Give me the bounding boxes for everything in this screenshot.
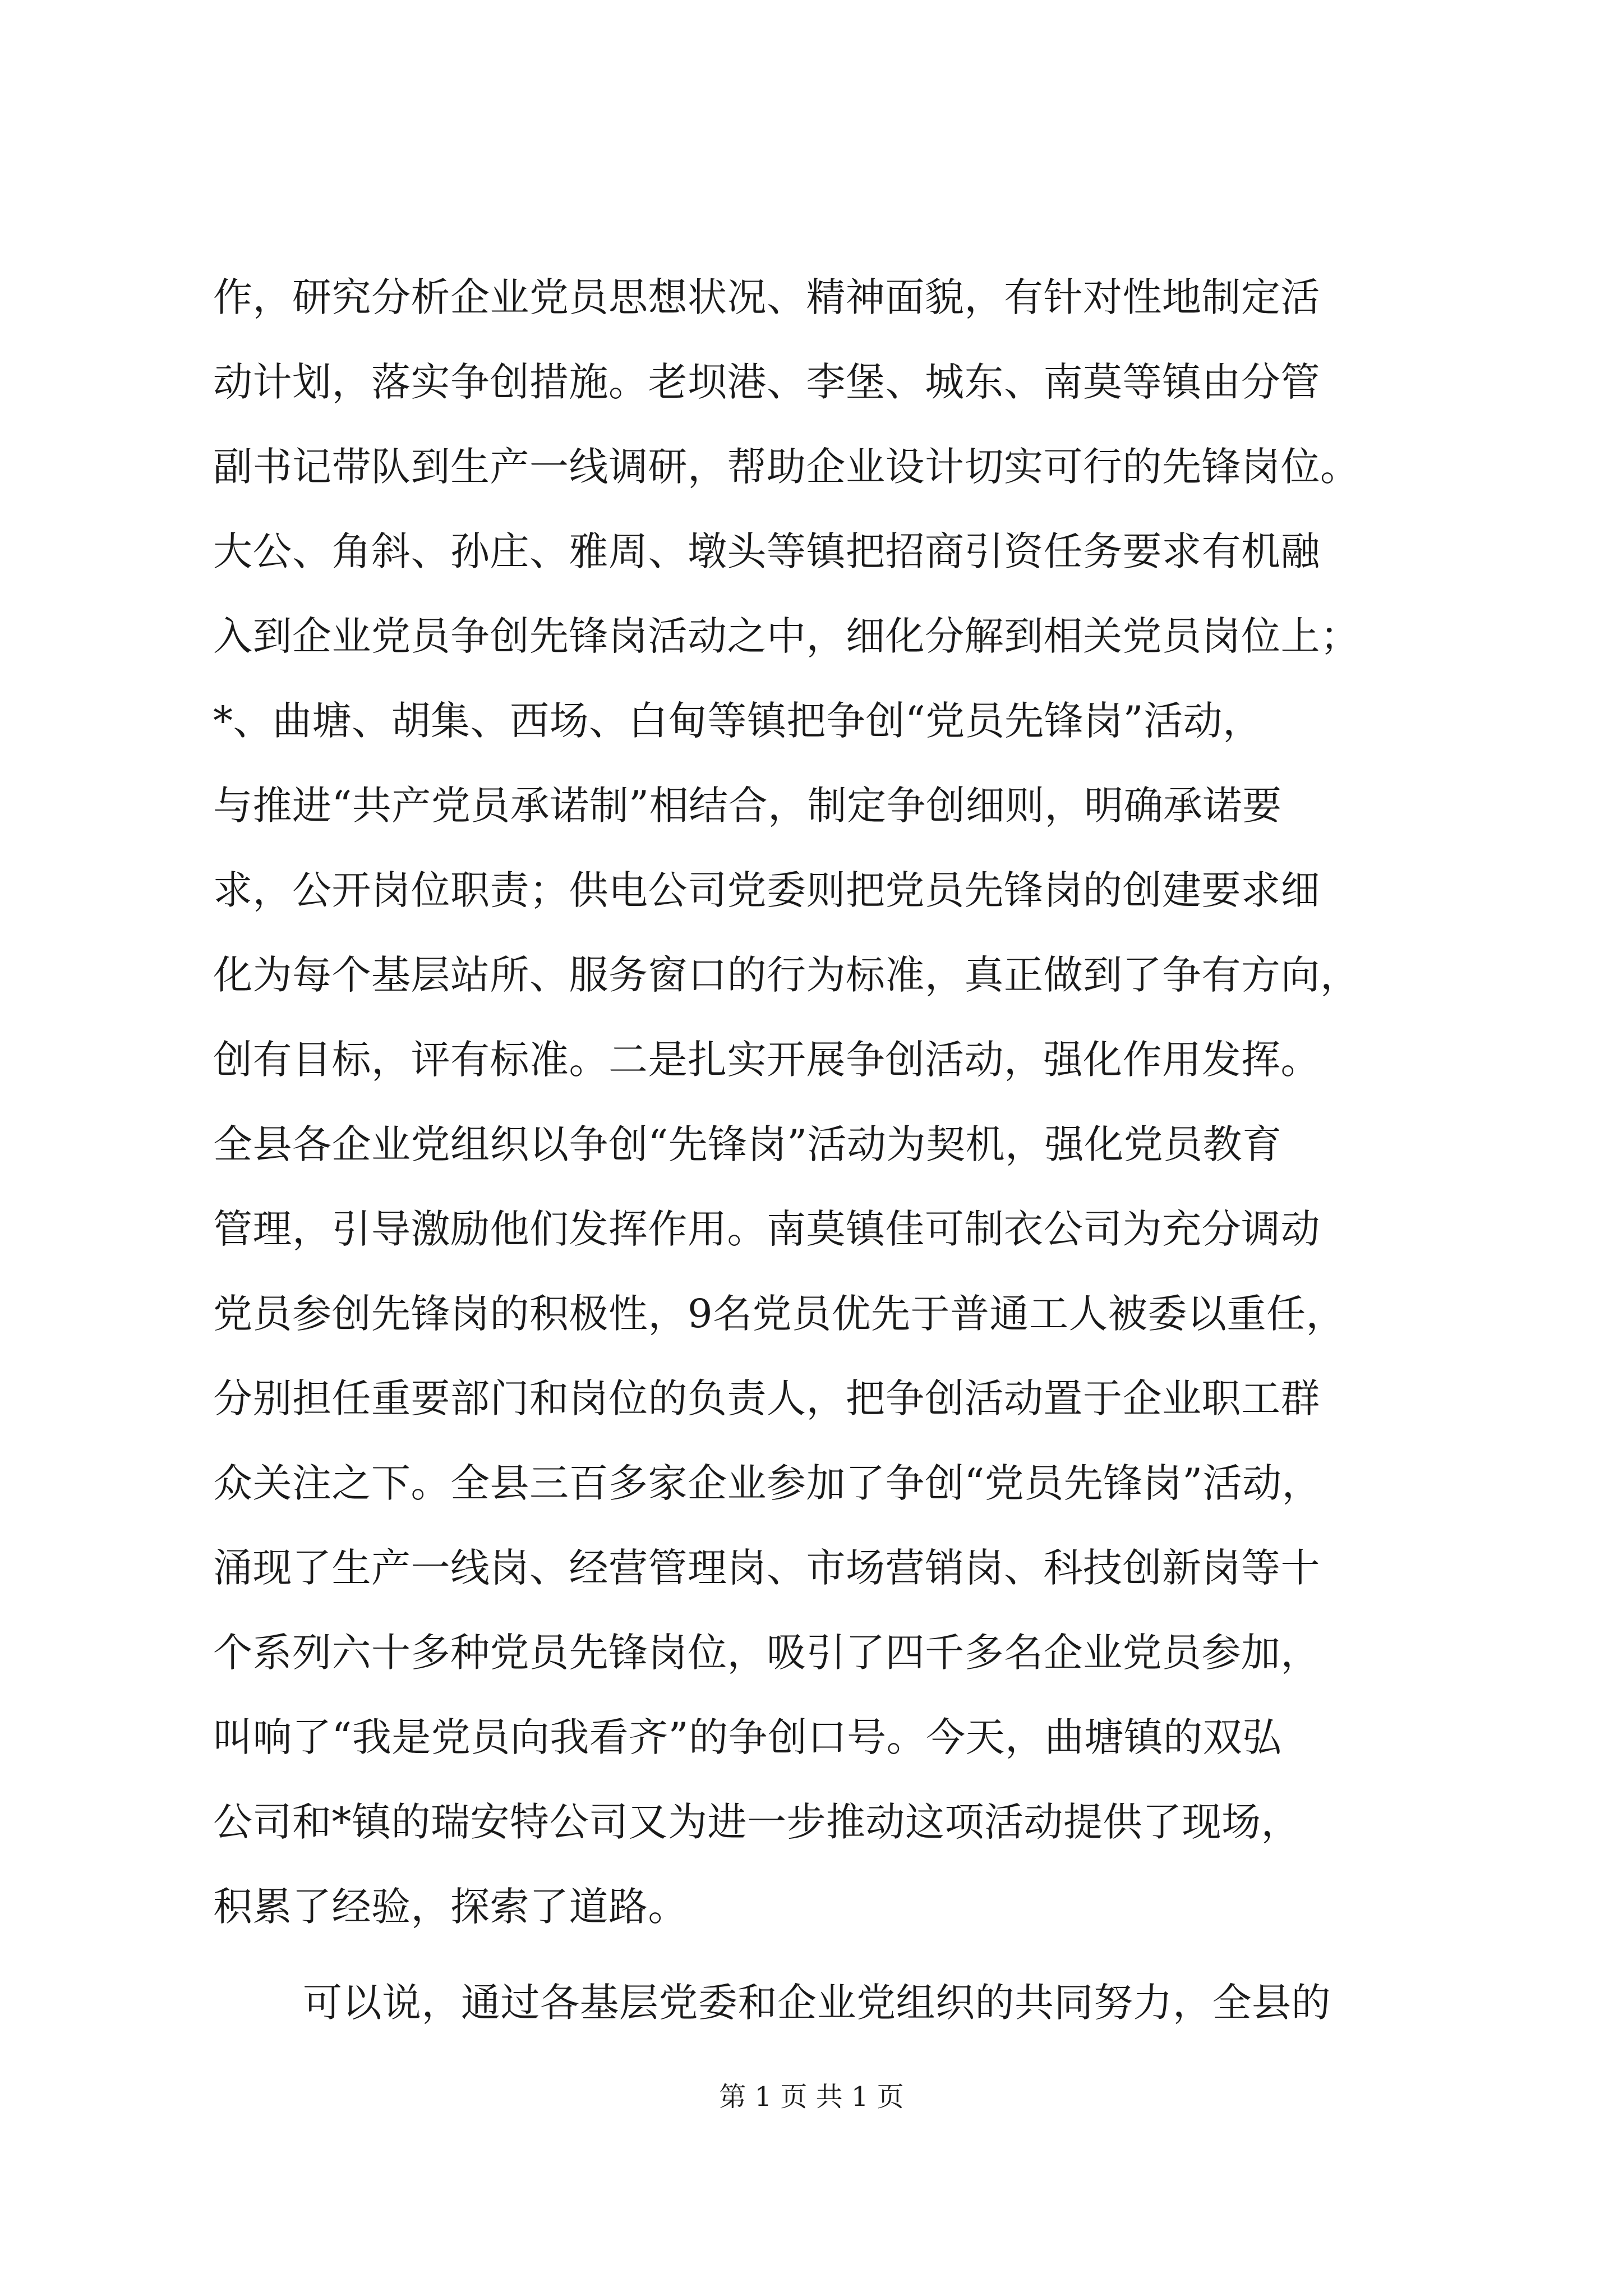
body-text bbox=[213, 255, 1424, 2045]
text-line: 创有目标，评有标准。二是扎实开展争创活动，强化作用发挥。 bbox=[213, 1037, 1320, 1083]
text-line: 作，研究分析企业党员思想状况、精神面貌，有针对性地制定活 bbox=[213, 274, 1320, 320]
text-line: 叫响了“我是党员向我看齐”的争创口号。今天，曲塘镇的双弘 bbox=[213, 1714, 1282, 1760]
page-footer: 第 1 页 共 1 页 bbox=[719, 2081, 904, 2113]
text-line: 个系列六十多种党员先锋岗位，吸引了四千多名企业党员参加， bbox=[213, 1630, 1320, 1676]
paragraph-first-line: 可以说，通过各基层党委和企业党组织的共同努力，全县的 bbox=[303, 1980, 1331, 2026]
text-line: 副书记带队到生产一线调研，帮助企业设计切实可行的先锋岗位。 bbox=[213, 444, 1360, 490]
text-line: 化为每个基层站所、服务窗口的行为标准，真正做到了争有方向， bbox=[213, 952, 1360, 998]
text-line: 动计划，落实争创措施。老坝港、李堡、城东、南莫等镇由分管 bbox=[213, 359, 1320, 405]
text-line: *、曲塘、胡集、西场、白甸等镇把争创“党员先锋岗”活动， bbox=[213, 698, 1262, 744]
text-line: 大公、角斜、孙庄、雅周、墩头等镇把招商引资任务要求有机融 bbox=[213, 528, 1320, 574]
text-line: 众关注之下。全县三百多家企业参加了争创“党员先锋岗”活动， bbox=[213, 1460, 1322, 1506]
text-line: 积累了经验，探索了道路。 bbox=[213, 1884, 688, 1930]
text-line: 涌现了生产一线岗、经营管理岗、市场营销岗、科技创新岗等十 bbox=[213, 1545, 1320, 1591]
text-line: 求，公开岗位职责；供电公司党委则把党员先锋岗的创建要求细 bbox=[213, 867, 1320, 913]
text-line: 分别担任重要部门和岗位的负责人，把争创活动置于企业职工群 bbox=[213, 1375, 1320, 1421]
text-line: 党员参创先锋岗的积极性，9名党员优先于普通工人被委以重任， bbox=[213, 1291, 1346, 1337]
text-line: 入到企业党员争创先锋岗活动之中，细化分解到相关党员岗位上； bbox=[213, 613, 1360, 659]
text-line: 全县各企业党组织以争创“先锋岗”活动为契机，强化党员教育 bbox=[213, 1121, 1282, 1167]
text-line: 公司和*镇的瑞安特公司又为进一步推动这项活动提供了现场， bbox=[213, 1799, 1301, 1845]
paragraph-gap bbox=[213, 1949, 1424, 1961]
text-line: 与推进“共产党员承诺制”相结合，制定争创细则，明确承诺要 bbox=[213, 783, 1282, 829]
text-line: 管理，引导激励他们发挥作用。南莫镇佳可制衣公司为充分调动 bbox=[213, 1206, 1320, 1252]
